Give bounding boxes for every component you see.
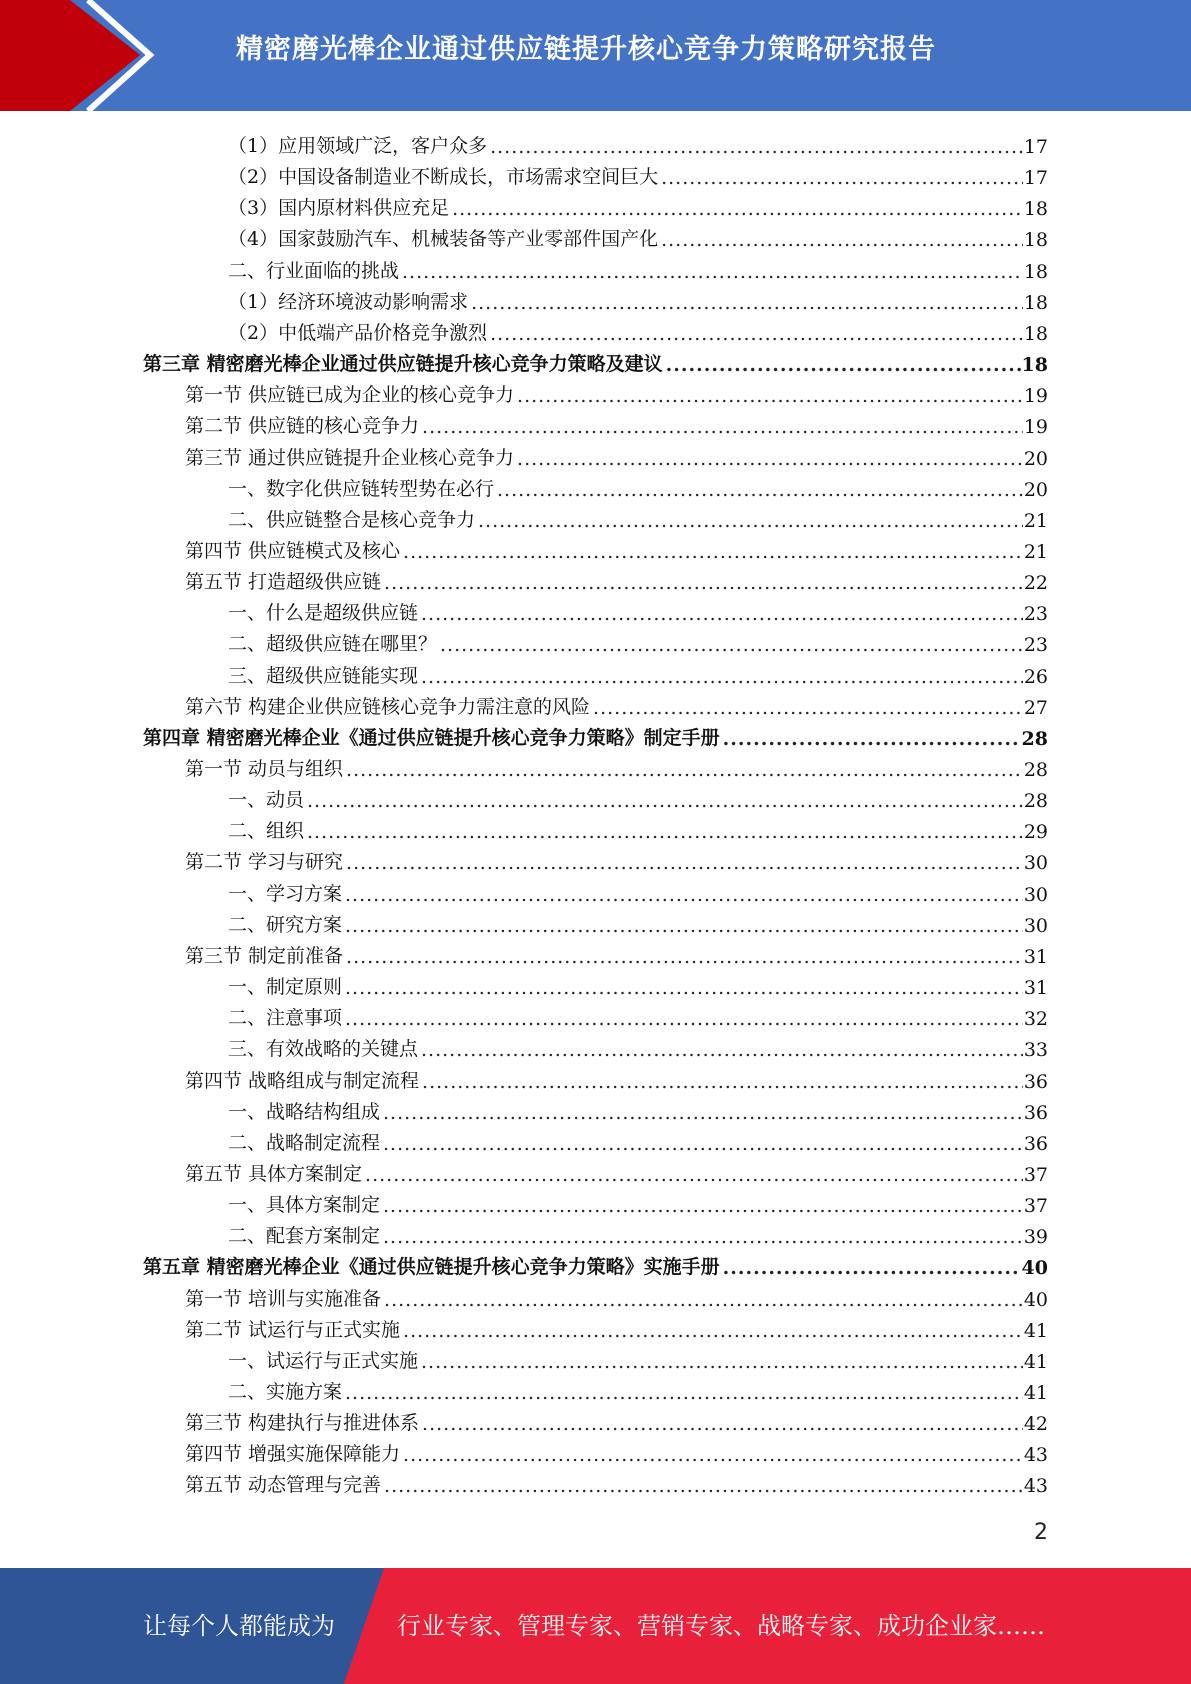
toc-entry-title: 二、组织 [228,820,305,843]
toc-entry-page: 37 [1023,1163,1048,1186]
toc-entry-title: 二、超级供应链在哪里？ [228,633,438,656]
toc-entry-title: 第三节 通过供应链提升企业核心竞争力 [185,446,515,469]
toc-entry-title: 第四章 精密磨光棒企业《通过供应链提升核心竞争力策略》制定手册 [143,726,720,749]
toc-entry-title: （1）应用领域广泛，客户众多 [228,135,488,157]
toc-entry[interactable] [185,843,1048,874]
toc-entry-page: 20 [1023,478,1048,501]
toc-dot-leader [661,229,1023,251]
toc-entry[interactable] [228,1093,1048,1124]
toc-dot-leader [422,1413,1023,1435]
toc-dot-leader [421,1039,1023,1061]
toc-dot-leader [666,354,1021,376]
toc-entry-page: 30 [1023,852,1048,875]
toc-dot-leader [497,479,1023,501]
toc-entry-title: 三、有效战略的关键点 [228,1038,419,1061]
header-red-arrow [0,0,140,111]
toc-dot-leader [490,136,1023,158]
toc-entry[interactable] [228,158,1048,189]
toc-entry[interactable] [228,220,1048,251]
toc-entry[interactable] [228,875,1048,906]
toc-entry[interactable] [228,781,1048,812]
page-footer [0,1568,1191,1684]
toc-entry[interactable] [185,439,1048,470]
toc-entry[interactable] [143,1248,1048,1279]
toc-entry-title: 第三节 制定前准备 [185,944,344,967]
toc-entry[interactable] [185,1404,1048,1435]
page-header [0,0,1191,111]
toc-entry-page: 37 [1023,1195,1048,1218]
toc-entry-page: 41 [1023,1350,1048,1373]
toc-dot-leader [384,1289,1023,1311]
toc-dot-leader [517,448,1023,470]
toc-entry-page: 31 [1023,977,1048,1000]
toc-entry[interactable] [228,1217,1048,1248]
toc-entry-title: 第六节 构建企业供应链核心竞争力需注意的风险 [185,695,591,718]
toc-entry-title: 一、动员 [228,789,305,812]
toc-dot-leader [307,790,1023,812]
toc-entry[interactable] [185,1280,1048,1311]
toc-entry-page: 41 [1023,1319,1048,1342]
toc-entry-title: （2）中国设备制造业不断成长，市场需求空间巨大 [228,166,659,189]
toc-entry[interactable] [228,470,1048,501]
toc-dot-leader [346,759,1023,781]
toc-entry-title: （4）国家鼓励汽车、机械装备等产业零部件国产化 [228,228,659,251]
toc-entry[interactable] [228,968,1048,999]
toc-dot-leader [422,1071,1023,1093]
toc-dot-leader [517,385,1023,407]
toc-entry[interactable] [185,937,1048,968]
toc-dot-leader [365,1164,1023,1186]
toc-entry[interactable] [228,625,1048,656]
toc-entry-title: 第一节 动员与组织 [185,758,344,780]
toc-entry[interactable] [228,189,1048,220]
footer-slogan-right: 行业专家、管理专家、营销专家、战略专家、成功企业家…… [397,1612,1045,1640]
toc-entry-page: 17 [1023,136,1048,158]
toc-entry-page: 28 [1023,759,1048,781]
toc-dot-leader [345,1382,1023,1404]
toc-dot-leader [593,697,1023,719]
toc-entry[interactable] [228,999,1048,1030]
toc-entry-title: 一、数字化供应链转型势在必行 [228,477,495,500]
toc-entry[interactable] [185,563,1048,594]
page-number: 2 [1034,1520,1048,1545]
toc-entry-title: 第三章 精密磨光棒企业通过供应链提升核心竞争力策略及建议 [143,353,663,376]
toc-entry-page: 43 [1023,1475,1048,1498]
toc-entry-title: 第四节 增强实施保障能力 [185,1443,401,1466]
toc-entry-page: 42 [1023,1413,1048,1436]
toc-entry[interactable] [228,314,1048,345]
toc-dot-leader [345,1008,1023,1030]
toc-entry[interactable] [185,688,1048,719]
toc-entry-page: 18 [1023,198,1048,221]
toc-entry-page: 26 [1023,665,1048,688]
toc-entry[interactable] [185,1155,1048,1186]
toc-entry-title: 一、学习方案 [228,882,343,905]
toc-dot-leader [403,1444,1023,1466]
toc-entry-page: 17 [1023,167,1048,190]
toc-entry-title: 第五节 动态管理与完善 [185,1474,382,1497]
toc-entry-title: 第二节 试运行与正式实施 [185,1318,401,1341]
toc-dot-leader [345,915,1023,937]
toc-entry-title: 二、研究方案 [228,913,343,936]
toc-entry-title: 第五节 具体方案制定 [185,1162,363,1185]
toc-entry-page: 18 [1023,229,1048,252]
toc-dot-leader [345,977,1023,999]
toc-entry[interactable] [185,376,1048,407]
toc-entry-page: 18 [1023,322,1048,345]
toc-entry[interactable] [228,127,1048,158]
toc-dot-leader [723,1257,1021,1279]
toc-entry-title: 二、注意事项 [228,1007,343,1030]
toc-entry[interactable] [185,1311,1048,1342]
toc-entry[interactable] [228,906,1048,937]
toc-entry-title: 三、超级供应链能实现 [228,664,419,687]
toc-entry-title: 第三节 构建执行与推进体系 [185,1412,420,1435]
toc-dot-leader [471,292,1023,314]
toc-entry-title: 一、战略结构组成 [228,1100,381,1123]
toc-dot-leader [384,1475,1023,1497]
toc-entry[interactable] [228,812,1048,843]
toc-entry[interactable] [185,750,1048,781]
toc-dot-leader [422,416,1023,438]
toc-entry-page: 40 [1021,1257,1048,1280]
toc-entry-page: 28 [1023,790,1048,813]
toc-entry-page: 18 [1021,354,1048,377]
toc-dot-leader [383,1195,1023,1217]
toc-dot-leader [403,1320,1023,1342]
toc-entry-title: 第二节 供应链的核心竞争力 [185,415,420,438]
toc-dot-leader [421,1351,1023,1373]
toc-entry-page: 30 [1023,883,1048,906]
toc-dot-leader [661,167,1023,189]
toc-entry-page: 23 [1023,634,1048,657]
toc-dot-leader [346,852,1023,874]
toc-entry[interactable] [185,407,1048,438]
toc-entry-page: 36 [1023,1101,1048,1124]
toc-entry-page: 23 [1023,603,1048,626]
toc-entry-title: 第二节 学习与研究 [185,851,344,874]
toc-dot-leader [490,323,1023,345]
toc-entry-title: 第五节 打造超级供应链 [185,571,382,594]
toc-entry-title: 二、供应链整合是核心竞争力 [228,508,476,531]
toc-entry[interactable] [228,1124,1048,1155]
toc-entry[interactable] [228,1342,1048,1373]
toc-dot-leader [421,666,1023,688]
toc-entry-page: 22 [1023,572,1048,595]
toc-entry-title: 第一节 培训与实施准备 [185,1287,382,1310]
toc-dot-leader [421,603,1023,625]
toc-entry-page: 20 [1023,447,1048,470]
toc-entry-page: 33 [1023,1039,1048,1062]
toc-entry-page: 19 [1023,385,1048,408]
toc-entry-title: （2）中低端产品价格竞争激烈 [228,321,488,344]
toc-entry-title: 一、制定原则 [228,976,343,999]
toc-entry[interactable] [228,283,1048,314]
toc-entry-title: （3）国内原材料供应充足 [228,197,450,220]
toc-entry-page: 27 [1023,696,1048,719]
toc-entry[interactable] [228,594,1048,625]
toc-dot-leader [383,1102,1023,1124]
toc-entry[interactable] [228,1373,1048,1404]
toc-entry[interactable] [143,345,1048,376]
toc-entry-title: 第四节 供应链模式及核心 [185,539,401,562]
toc-entry-title: 一、具体方案制定 [228,1194,381,1217]
toc-entry-title: （1）经济环境波动影响需求 [228,290,469,313]
toc-entry[interactable] [143,719,1048,750]
toc-entry-page: 18 [1023,260,1048,283]
toc-entry-title: 一、什么是超级供应链 [228,602,419,625]
toc-dot-leader [307,821,1023,843]
toc-dot-leader [452,198,1023,220]
toc-dot-leader [383,1133,1023,1155]
toc-entry-page: 41 [1023,1382,1048,1404]
toc-dot-leader [403,541,1023,563]
toc-entry-page: 21 [1023,540,1048,563]
toc-entry-title: 二、行业面临的挑战 [228,259,400,282]
toc-entry-page: 19 [1023,416,1048,439]
toc-entry[interactable] [185,1062,1048,1093]
toc-dot-leader [440,634,1023,656]
toc-entry-page: 36 [1023,1132,1048,1155]
toc-entry-page: 40 [1023,1288,1048,1311]
toc-entry-page: 18 [1023,291,1048,314]
toc-entry[interactable] [228,657,1048,688]
toc-entry-title: 一、试运行与正式实施 [228,1349,419,1372]
toc-entry[interactable] [185,532,1048,563]
toc-entry-title: 二、配套方案制定 [228,1225,381,1248]
toc-entry-page: 36 [1023,1070,1048,1093]
toc-entry-page: 30 [1023,914,1048,937]
toc-dot-leader [383,1226,1023,1248]
toc-entry-page: 39 [1023,1226,1048,1249]
toc-entry-page: 43 [1023,1444,1048,1467]
toc-entry-page: 31 [1023,945,1048,968]
toc-entry[interactable] [228,252,1048,283]
toc-dot-leader [346,946,1023,968]
toc-entry-page: 29 [1023,821,1048,844]
footer-slogan-left: 让每个人都能成为 [143,1612,335,1640]
toc-dot-leader [384,572,1023,594]
toc-dot-leader [345,884,1023,906]
toc-entry-title: 第一节 供应链已成为企业的核心竞争力 [185,384,515,407]
toc-entry-page: 32 [1023,1008,1048,1031]
toc-entry[interactable] [228,1186,1048,1217]
toc-entry-page: 21 [1023,509,1048,532]
toc-entry-title: 第五章 精密磨光棒企业《通过供应链提升核心竞争力策略》实施手册 [143,1256,720,1279]
document-title: 精密磨光棒企业通过供应链提升核心竞争力策略研究报告 [236,34,936,65]
toc-entry[interactable] [228,501,1048,532]
toc-entry[interactable] [228,1030,1048,1061]
toc-dot-leader [723,728,1021,750]
toc-entry-title: 第四节 战略组成与制定流程 [185,1069,420,1092]
toc-entry-title: 二、战略制定流程 [228,1131,381,1154]
toc-dot-leader [478,510,1023,532]
toc-entry-title: 二、实施方案 [228,1381,343,1403]
toc-dot-leader [402,261,1023,283]
toc-entry[interactable] [185,1466,1048,1497]
toc-entry-page: 28 [1021,727,1048,750]
toc-entry[interactable] [185,1435,1048,1466]
